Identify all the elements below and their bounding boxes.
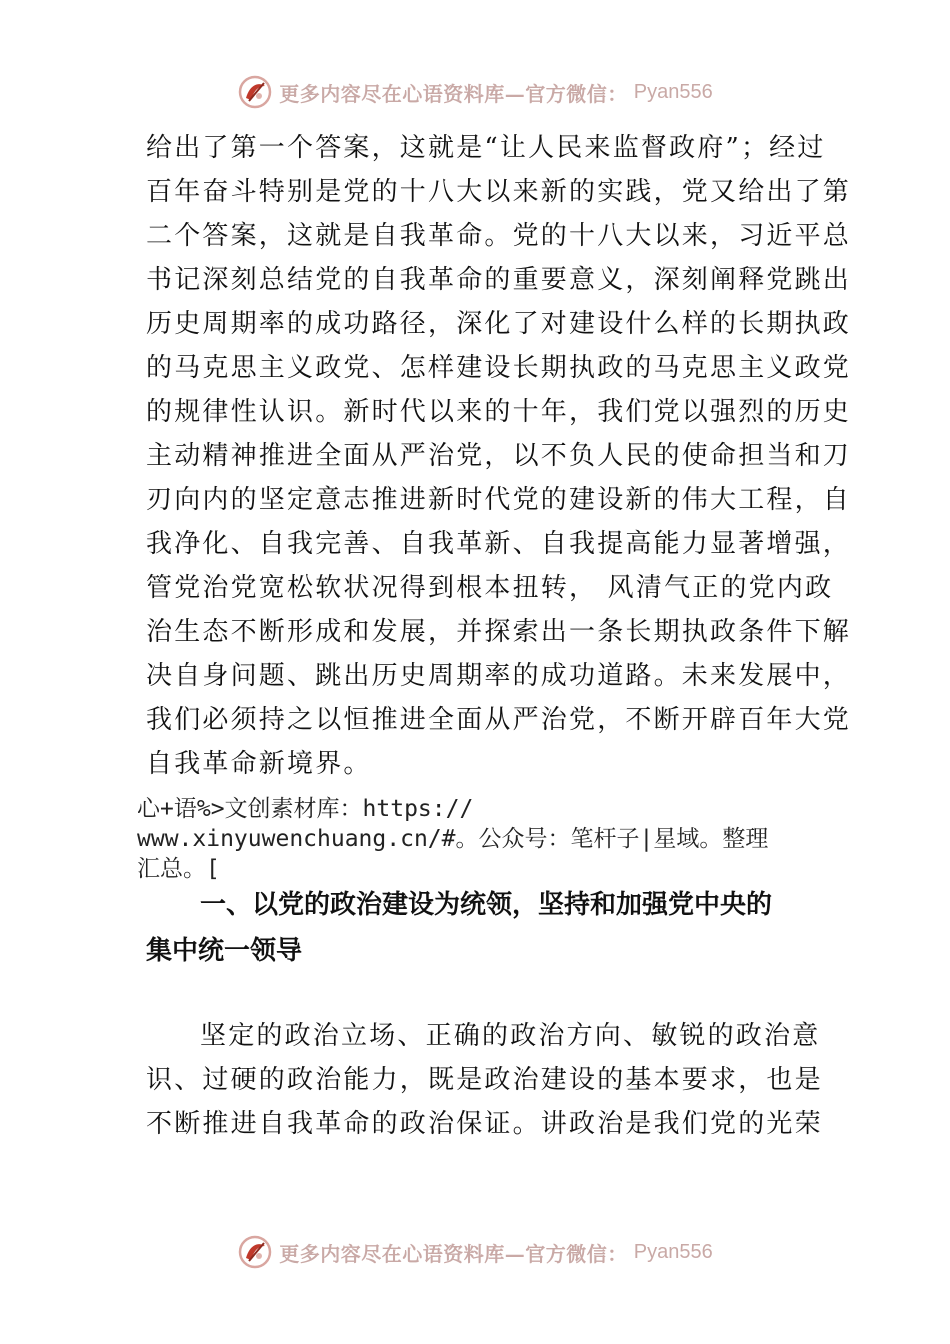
header-banner xyxy=(0,72,950,112)
paragraph-line: 刃向内的坚定意志推进新时代党的建设新的伟大工程，自 xyxy=(146,485,852,515)
paragraph-line: 我们必须持之以恒推进全面从严治党，不断开辟百年大党 xyxy=(146,705,852,735)
note-line: 汇总。[ xyxy=(137,856,220,882)
paragraph-line: 决自身问题、跳出历史周期率的成功道路。未来发展中， xyxy=(146,661,852,691)
paragraph-line: 管党治党宽松软状况得到根本扭转， 风清气正的党内政 xyxy=(146,573,834,603)
paragraph-line: 不断推进自我革命的政治保证。讲政治是我们党的光荣 xyxy=(146,1109,823,1139)
paragraph-line: 坚定的政治立场、正确的政治方向、敏锐的政治意 xyxy=(200,1021,821,1051)
heading-line: 集中统一领导 xyxy=(146,936,303,966)
paragraph-line: 识、过硬的政治能力，既是政治建设的基本要求，也是 xyxy=(146,1065,823,1095)
banner-wechat-id: Pyan556 xyxy=(633,1240,713,1263)
paragraph-1 xyxy=(146,126,852,786)
paragraph-line: 二个答案，这就是自我革命。党的十八大以来，习近平总 xyxy=(146,221,852,251)
banner-text: 更多内容尽在心语资料库—官方微信： xyxy=(279,81,628,106)
paragraph-line: 的马克思主义政党、怎样建设长期执政的马克思主义政党 xyxy=(146,353,852,383)
banner-wechat-id: Pyan556 xyxy=(633,80,713,103)
seal-logo-icon xyxy=(237,1234,273,1270)
note-line: www.xinyuwenchuang.cn/#。公众号：笔杆子|星域。整理 xyxy=(137,826,769,852)
paragraph-line: 我净化、自我完善、自我革新、自我提高能力显著增强， xyxy=(146,529,852,559)
footer-banner xyxy=(0,1232,950,1272)
paragraph-2 xyxy=(146,1014,826,1146)
paragraph-line: 主动精神推进全面从严治党，以不负人民的使命担当和刀 xyxy=(146,441,852,471)
banner-text: 更多内容尽在心语资料库—官方微信： xyxy=(279,1241,628,1266)
paragraph-line: 给出了第一个答案，这就是“让人民来监督政府”；经过 xyxy=(146,133,826,163)
paragraph-line: 治生态不断形成和发展，并探索出一条长期执政条件下解 xyxy=(146,617,852,647)
source-note xyxy=(137,794,827,884)
paragraph-line: 历史周期率的成功路径，深化了对建设什么样的长期执政 xyxy=(146,309,852,339)
seal-logo-icon xyxy=(237,74,273,110)
section-heading xyxy=(146,882,836,974)
heading-line: 一、以党的政治建设为统领，坚持和加强党中央的 xyxy=(200,890,773,920)
paragraph-line: 书记深刻总结党的自我革命的重要意义，深刻阐释党跳出 xyxy=(146,265,852,295)
paragraph-line: 自我革命新境界。 xyxy=(146,749,372,779)
note-line: 心+语%>文创素材库：https:// xyxy=(137,796,474,822)
paragraph-line: 的规律性认识。新时代以来的十年，我们党以强烈的历史 xyxy=(146,397,852,427)
paragraph-line: 百年奋斗特别是党的十八大以来新的实践，党又给出了第 xyxy=(146,177,852,207)
